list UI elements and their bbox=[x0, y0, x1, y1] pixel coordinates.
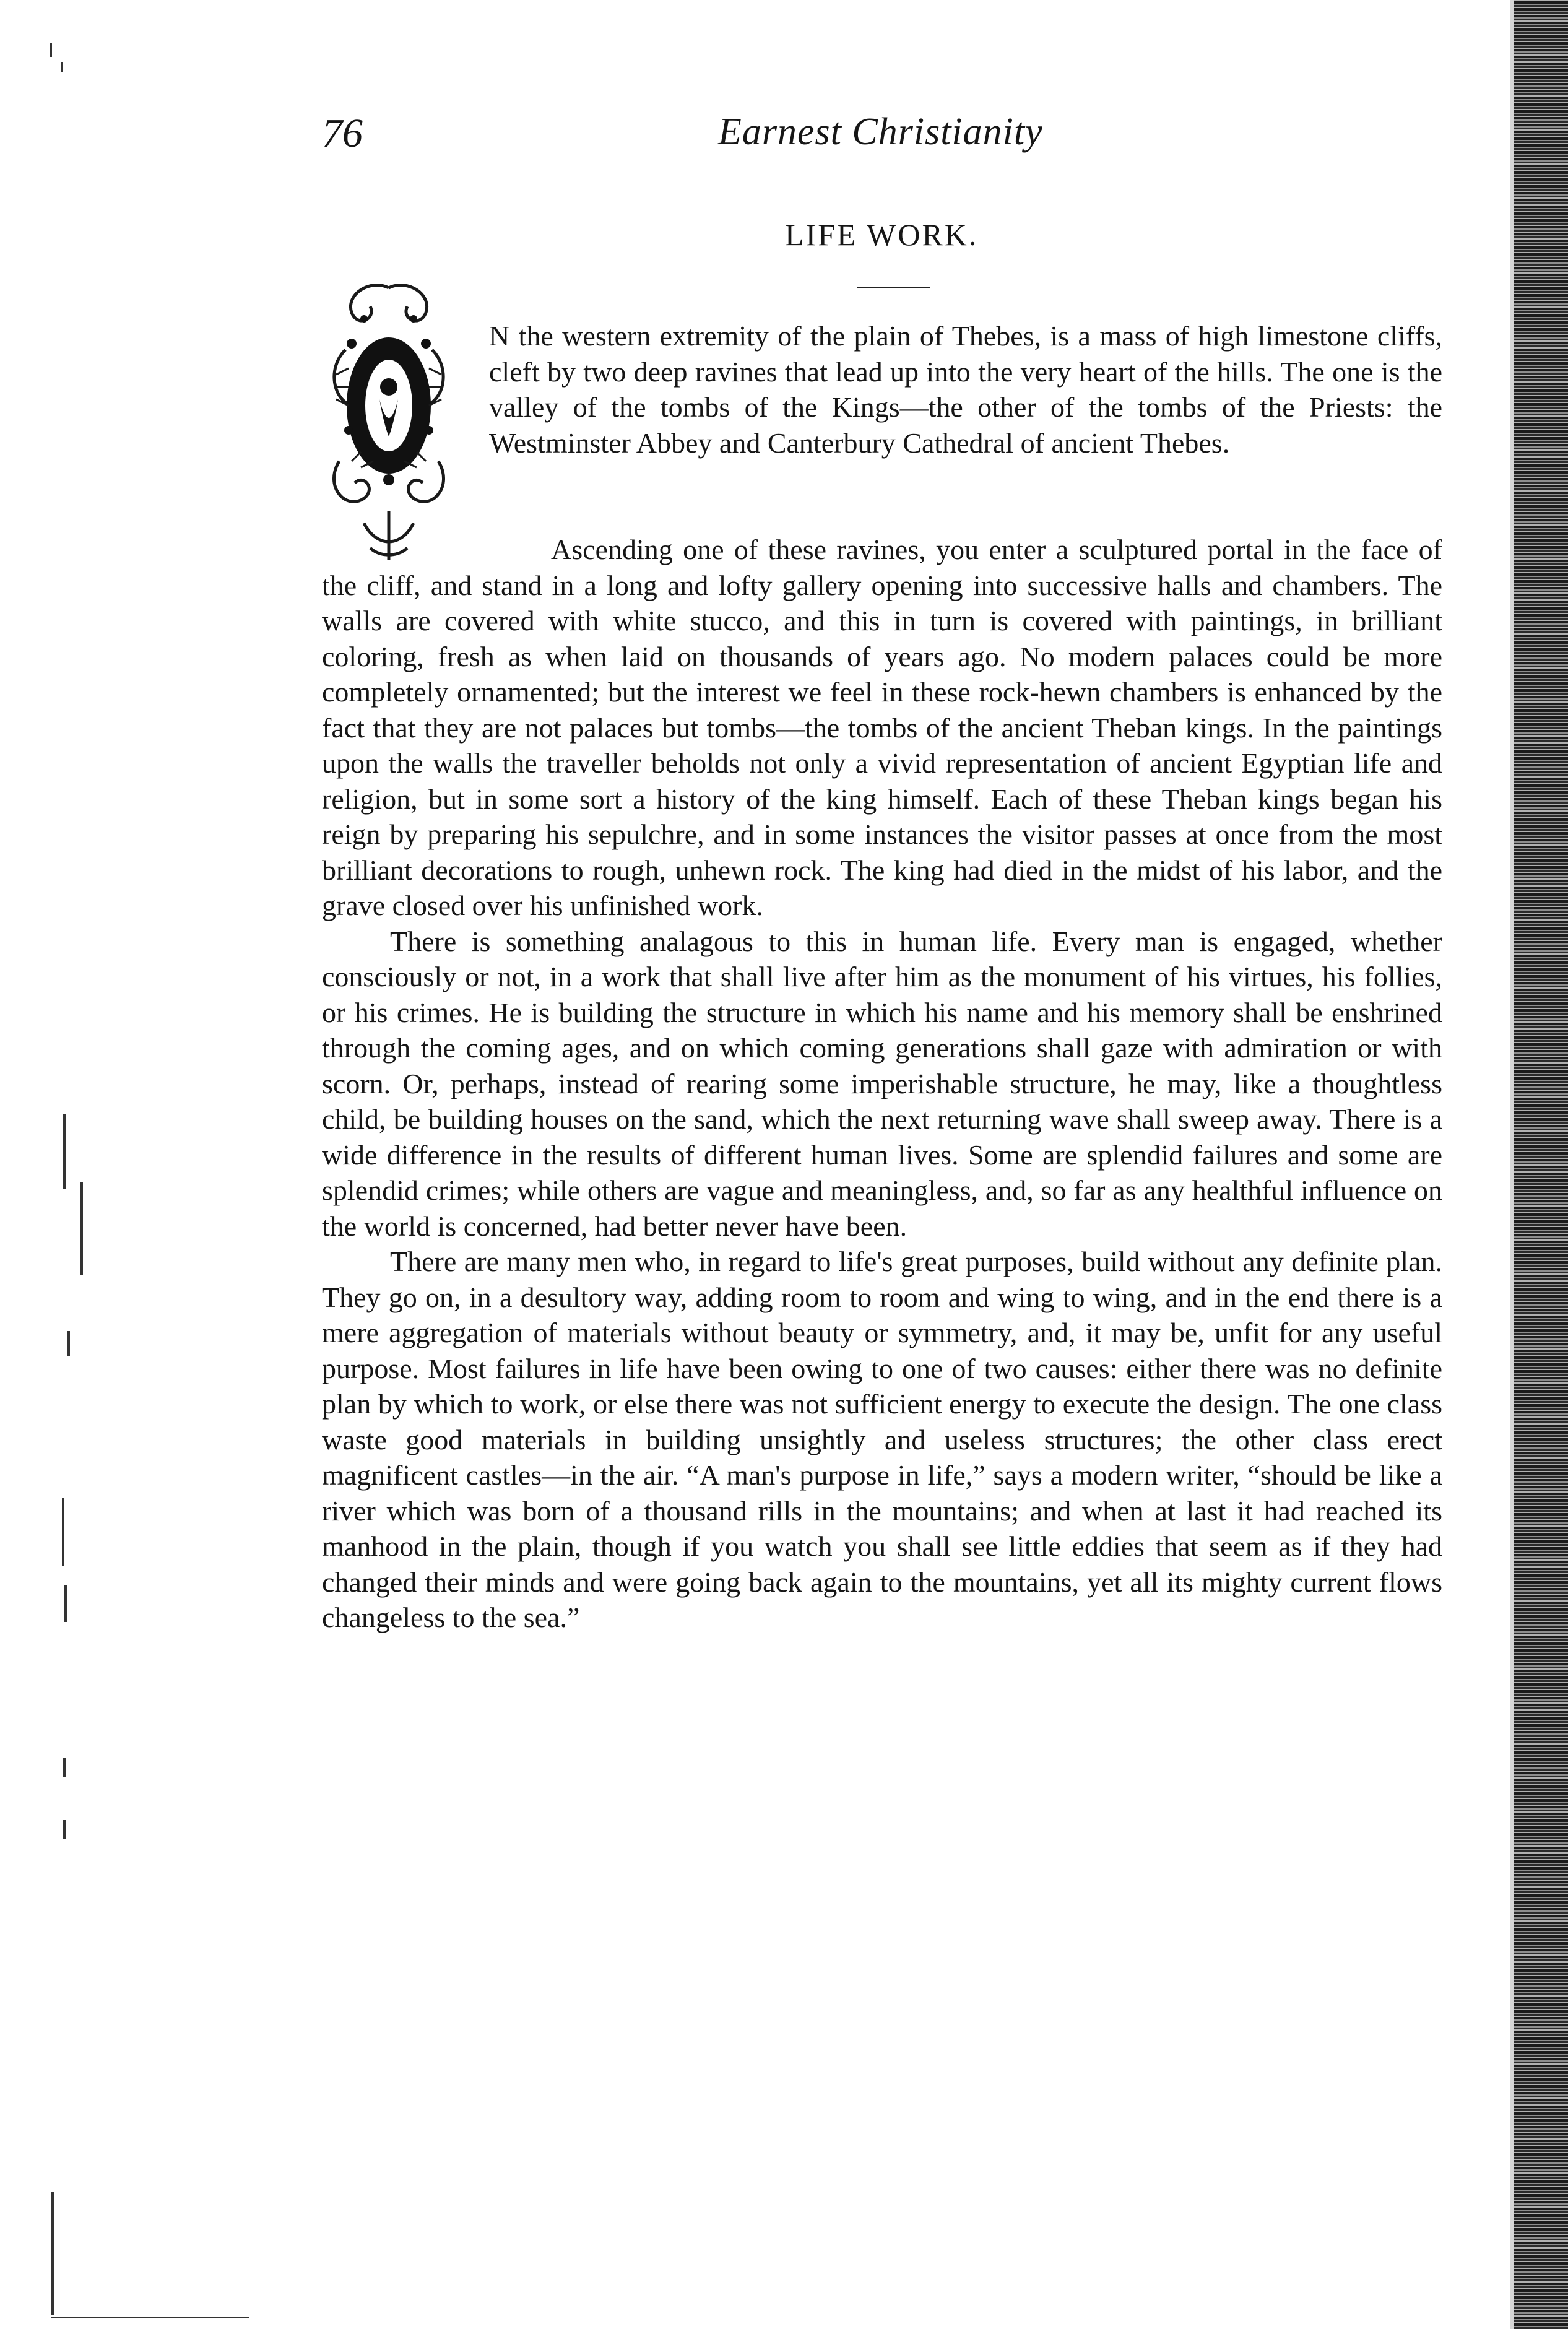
scan-mark bbox=[63, 1758, 66, 1777]
title-rule bbox=[857, 287, 930, 288]
section-title: LIFE WORK. bbox=[785, 217, 979, 252]
running-title: Earnest Christianity bbox=[718, 111, 1043, 153]
binding-edge-highlight bbox=[1510, 0, 1514, 2329]
scan-mark bbox=[67, 1331, 70, 1356]
scan-mark bbox=[50, 43, 52, 57]
paragraph-3: There is something analagous to this in human life. Every man is engaged, whether consciously or not, in a work that shall live after him as the monument of his virtues, his follies, or his crimes. He is building the structure in which his name and his memory shall be enshrined through the coming ages, and on which coming generations shall gaze with admiration or with scorn. Or, perhaps, instead of rearing some imperishable structure, he may, like a thoughtless child, be building houses on the sand, which the next returning wave shall sweep away. There is a wide difference in the results of different human lives. Some are splendid failures and some are splendid crimes; while others are vague and meaningless, and, so far as any healthful influence on the world is concerned, had better never have been. bbox=[322, 925, 1442, 1242]
scan-mark bbox=[51, 2192, 54, 2315]
scan-mark bbox=[64, 1585, 67, 1622]
running-head bbox=[322, 110, 1442, 166]
page-number: 76 bbox=[322, 111, 363, 156]
scan-mark bbox=[80, 1182, 83, 1275]
paragraph-2: Ascending one of these ravines, you enter a sculptured portal in the face of the cliff, and stand in a long and lofty gallery opening into successive halls and chambers. The walls are covered with white stucco, and this in turn is covered with paintings, in brilliant coloring, fresh as when laid on thousands of years ago. No modern palaces could be more completely ornamented; but the interest we feel in these rock-hewn chambers is enhanced by the fact that they are not palaces but tombs—the tombs of the ancient Theban kings. In the paintings upon the walls the traveller beholds not only a vivid representation of ancient Egyptian life and religion, but in some sort a history of the king himself. Each of these Theban kings began his reign by preparing his sepulchre, and in some instances the visitor passes at once from the most brilliant decorations to rough, unhewn rock. The king had died in the midst of his labor, and the grave closed over his unfinished work. bbox=[322, 534, 1442, 921]
binding-edge-shadow bbox=[1510, 0, 1568, 2329]
body-text bbox=[322, 318, 1442, 1636]
bottom-edge-mark bbox=[51, 2317, 249, 2318]
scan-mark bbox=[61, 62, 63, 72]
scan-mark bbox=[62, 1498, 64, 1566]
left-edge-scan-marks bbox=[37, 0, 111, 2329]
scan-mark bbox=[63, 1114, 66, 1189]
scan-mark bbox=[63, 1820, 66, 1839]
paragraph-1: N the western extremity of the plain of Thebes, is a mass of high limestone cliffs, cleft by two deep ravines that lead up into the very heart of the hills. The one is the valley of the tombs of the Kings—the other of the tombs of the Priests: the Westminster Abbey and Canterbury Cathedral of ancient Thebes. bbox=[489, 320, 1442, 459]
paragraph-4: There are many men who, in regard to life's great purposes, build without any definite plan. They go on, in a desultory way, adding room to room and wing to wing, and in the end there is a mere aggregation of materials without beauty or symmetry, and, it may be, unfit for any useful purpose. Most failures in life have been owing to one of two causes: either there was no definite plan by which to work, or else there was not sufficient energy to execute the design. The one class waste good materials in building unsightly and useless structures; the other class erect magnificent castles—in the air. “A man's purpose in life,” says a modern writer, “should be like a river which was born of a thousand rills in the mountains; and when at last it had reached its manhood in the plain, though if you watch you shall see little eddies that seem as if they had changed their minds and were going back again to the mountains, yet all its mighty current flows changeless to the sea.” bbox=[322, 1246, 1442, 1633]
